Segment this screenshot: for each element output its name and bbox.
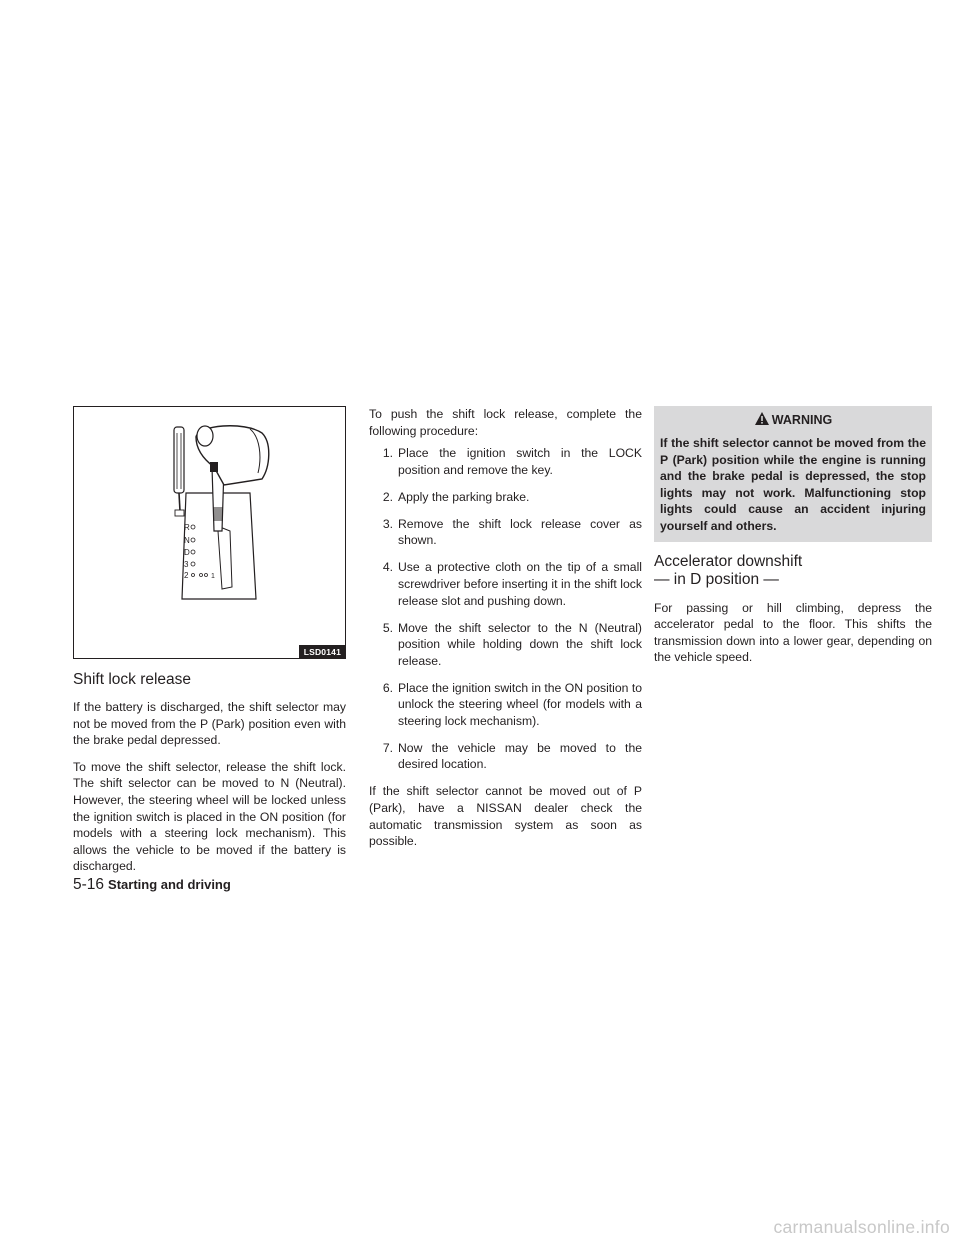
figure-code: LSD0141	[299, 645, 345, 658]
step-number: 4.	[382, 560, 393, 575]
gear-label-3: 3	[184, 560, 189, 569]
procedure-intro: To push the shift lock release, complete the following procedure:	[369, 407, 642, 438]
step-number: 2.	[382, 489, 393, 504]
downshift-heading-line1: Accelerator downshift	[654, 552, 803, 570]
step-text: Place the ignition switch in the LOCK position and remove the key.	[398, 446, 642, 477]
middle-column	[369, 406, 642, 850]
page-footer	[73, 876, 231, 894]
step-number: 3.	[382, 516, 393, 531]
list-item	[369, 740, 642, 773]
warning-triangle-icon	[754, 411, 770, 429]
step-number: 7.	[382, 740, 393, 755]
step-text: Remove the shift lock release cover as shown.	[398, 516, 642, 548]
procedure-closing: If the shift selector cannot be moved out of P (Park), have a NISSAN dealer check the automatic transmission system as soon as possible.	[369, 784, 642, 849]
step-number: 6.	[382, 680, 393, 695]
warning-box	[654, 406, 932, 542]
list-item	[369, 489, 642, 506]
step-number: 1.	[382, 446, 393, 461]
shift-lock-paragraph-1: If the battery is discharged, the shift selector may not be moved from the P (Park) position even with the brake pedal depressed.	[73, 700, 346, 748]
downshift-paragraph: For passing or hill climbing, depress the accelerator pedal to the floor. This shifts the transmission down into a lower gear, depending on the vehicle speed.	[654, 600, 932, 665]
gear-label-r: R	[184, 523, 190, 532]
step-text: Use a protective cloth on the tip of a small screwdriver before inserting it in the shift lock release slot and pushing down.	[398, 560, 642, 608]
shift-lock-paragraph-2: To move the shift selector, release the shift lock. The shift selector can be moved to N (Neutral). However, the steering wheel will be locked unless the ignition switch is placed in the ON position (for models with a steering lock mechanism). This allows the vehicle to be moved if the battery is discharged.	[73, 759, 346, 874]
gear-label-n: N	[184, 536, 190, 545]
watermark: carmanualsonline.info	[773, 1217, 950, 1237]
list-item	[369, 445, 642, 478]
list-item	[369, 559, 642, 609]
list-item	[369, 516, 642, 549]
step-number: 5.	[382, 620, 393, 635]
shift-lock-illustration	[73, 406, 346, 659]
list-item	[369, 620, 642, 670]
shift-lock-heading: Shift lock release	[73, 671, 192, 688]
page-number: 5-16	[73, 876, 105, 893]
right-column	[654, 406, 932, 666]
step-text: Now the vehicle may be moved to the desired location.	[398, 740, 642, 772]
gear-label-1: 1	[211, 573, 215, 580]
warning-title-row	[660, 411, 926, 429]
warning-text: If the shift selector cannot be moved from the P (Park) position while the engine is running and the brake pedal is depressed, the stop lights may not work. Malfunctioning stop lights could cause an accident injuring yourself and others.	[660, 436, 926, 533]
warning-title: WARNING	[771, 413, 833, 427]
gear-label-2: 2	[184, 571, 189, 580]
step-text: Move the shift selector to the N (Neutral) position while holding down the shift lock release.	[398, 620, 642, 668]
gear-label-d: D	[184, 548, 190, 557]
footer-section-title: Starting and driving	[108, 877, 231, 892]
procedure-steps	[369, 445, 642, 773]
step-text: Place the ignition switch in the ON position to unlock the steering wheel (for models with a steering lock mechanism).	[398, 680, 642, 728]
shift-selector-drawing	[74, 407, 345, 658]
downshift-heading-line2: — in D position —	[654, 571, 779, 589]
left-column	[73, 406, 346, 885]
list-item	[369, 680, 642, 730]
downshift-heading	[654, 553, 932, 590]
step-text: Apply the parking brake.	[398, 489, 530, 504]
